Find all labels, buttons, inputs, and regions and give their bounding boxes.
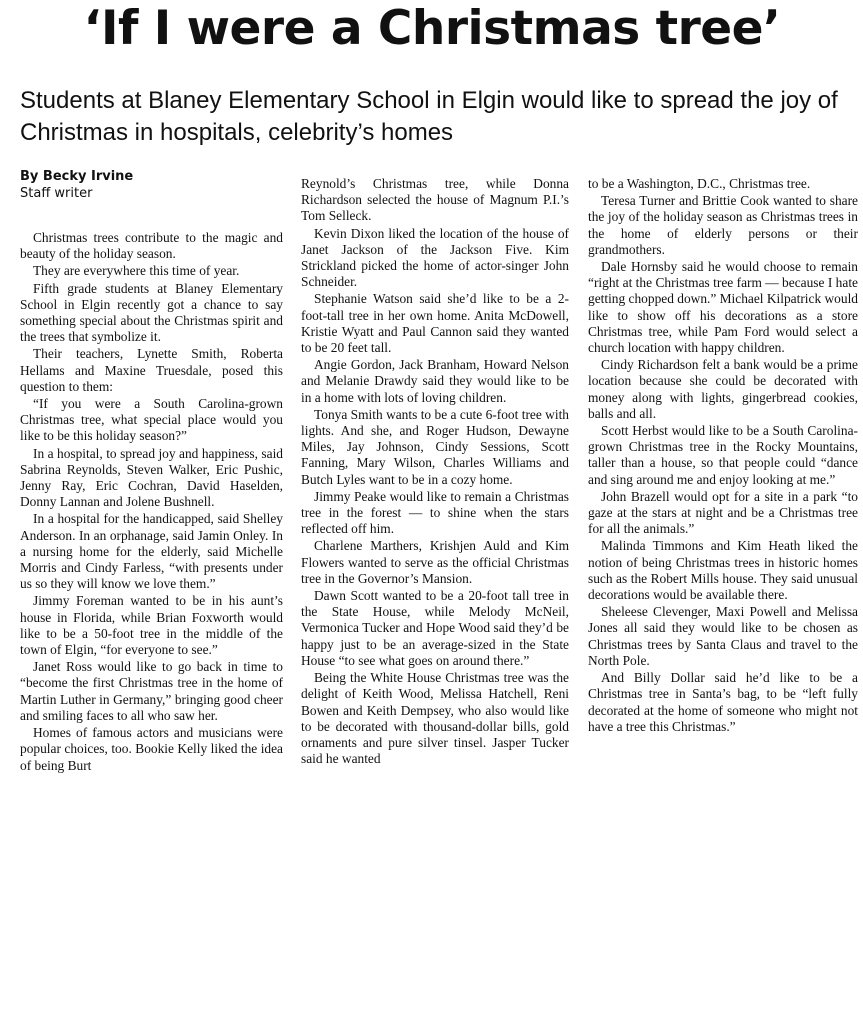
byline-role: Staff writer [20,186,93,201]
paragraph: And Billy Dollar said he’d like to be a Christmas tree in Santa’s bag, to be “left fully decorated at the home of someone who might not have a tree this Christmas.” [588,670,858,734]
article-column-3 [588,176,858,1024]
paragraph: Angie Gordon, Jack Branham, Howard Nelson and Melanie Drawdy said they would like to be in a home with lots of loving children. [301,357,569,405]
paragraph: Stephanie Watson said she’d like to be a 2-foot-tall tree in her own home. Anita McDowell, Kristie Wyatt and Paul Cannon said they wanted to be 20 feet tall. [301,291,569,356]
paragraph: Homes of famous actors and musicians were popular choices, too. Bookie Kelly liked the idea of being Burt [20,725,283,773]
paragraph: Dawn Scott wanted to be a 20-foot tall tree in the State House, while Melody McNeil, Vermonica Tucker and Hope Wood said they’d be happy just to be an average-sized in the State House “to see what goes on around there.” [301,588,569,668]
paragraph: Reynold’s Christmas tree, while Donna Richardson selected the house of Magnum P.I.’s Tom Selleck. [301,176,569,224]
paragraph: They are everywhere this time of year. [33,263,240,279]
paragraph: In a hospital for the handicapped, said Shelley Anderson. In an orphanage, said Jamin Onley. In a nursing home for the elderly, said Michelle Morris and Cindy Farless, “with presents under us so they will know we love them.” [20,511,283,592]
paragraph: Teresa Turner and Brittie Cook wanted to share the joy of the holiday season as Christmas trees in the home of elderly persons or their grandmothers. [588,193,858,257]
paragraph: Fifth grade students at Blaney Elementary School in Elgin recently got a chance to say something special about the Christmas spirit and the trees that symbolize it. [20,280,283,345]
paragraph: Jimmy Foreman wanted to be in his aunt’s house in Florida, while Brian Foxworth would like to be a 50-foot tree in the middle of the town of Elgin, “for everyone to see.” [20,593,283,658]
deck-subheadline: Students at Blaney Elementary School in Elgin would like to spread the joy of Christmas in hospitals, celebrity’s homes [20,87,838,146]
paragraph: Scott Herbst would like to be a South Carolina-grown Christmas tree in the Rocky Mountains, taller than a house, so that people could “dance and sing around me and enjoy looking at me.” [588,423,858,487]
paragraph: Kevin Dixon liked the location of the house of Janet Jackson of the Jackson Five. Kim Strickland picked the home of actor-singer John Schneider. [301,225,569,290]
article-column-2 [301,176,569,1024]
paragraph: Cindy Richardson felt a bank would be a prime location because she could be decorated with money along with lights, gingerbread cookies, balls and all. [588,357,858,421]
paragraph: In a hospital, to spread joy and happiness, said Sabrina Reynolds, Steven Walker, Eric Pushic, Jenny Ray, Eric Cochran, David Haselden, Donny Lannan and Jolene Bushnell. [20,445,283,510]
paragraph: Malinda Timmons and Kim Heath liked the notion of being Christmas trees in historic homes such as the Robert Mills house. They said unusual decorations would be available there. [588,538,858,603]
paragraph: Being the White House Christmas tree was the delight of Keith Wood, Melissa Hatchell, Reni Bowen and Keith Dempsey, who also would like to be decorated with thousand-dollar bills, gold ornaments and pure silver tinsel. Jasper Tucker said he wanted [301,670,569,767]
paragraph: Their teachers, Lynette Smith, Roberta Hellams and Maxine Truesdale, posed this question to them: [20,346,283,394]
paragraph: Tonya Smith wants to be a cute 6-foot tree with lights. And she, and Roger Hudson, Dewayne Miles, Jay Johnson, Cindy Sessions, Scott Fanning, Mary Wilson, Charles Williams and Butch Lyles want to be in a cozy home. [301,406,569,487]
paragraph: Christmas trees contribute to the magic and beauty of the holiday season. [20,230,283,262]
byline-name: By Becky Irvine [20,169,134,184]
paragraph: Janet Ross would like to go back in time to “become the first Christmas tree in the home of Martin Luther in Germany,” bringing good cheer and smiling faces to all who saw her. [20,659,283,723]
paragraph: to be a Washington, D.C., Christmas tree. [588,176,811,191]
headline: ‘If I were a Christmas tree’ [83,1,781,56]
byline [20,168,280,202]
paragraph: Jimmy Peake would like to remain a Christmas tree in the forest — to shine when the stars reflected off him. [301,488,569,537]
paragraph: “If you were a South Carolina-grown Christmas tree, what special place would you like to be this holiday season?” [20,396,283,444]
paragraph: John Brazell would opt for a site in a park “to gaze at the stars at night and be a Christmas tree for all the animals.” [588,488,858,537]
paragraph: Charlene Marthers, Krishjen Auld and Kim Flowers wanted to serve as the official Christmas tree in the Governor’s Mansion. [301,538,569,586]
paragraph: Sheleese Clevenger, Maxi Powell and Melissa Jones all said they would like to be chosen as Christmas trees by Santa Claus and travel to the North Pole. [588,604,858,668]
article-column-1 [20,230,283,1024]
paragraph: Dale Hornsby said he would choose to remain “right at the Christmas tree farm — because I hate getting chopped down.” Michael Kilpatrick would like to show off his decorations as a store Christmas tree, while Pam Ford would select a church location with happy children. [588,259,858,356]
